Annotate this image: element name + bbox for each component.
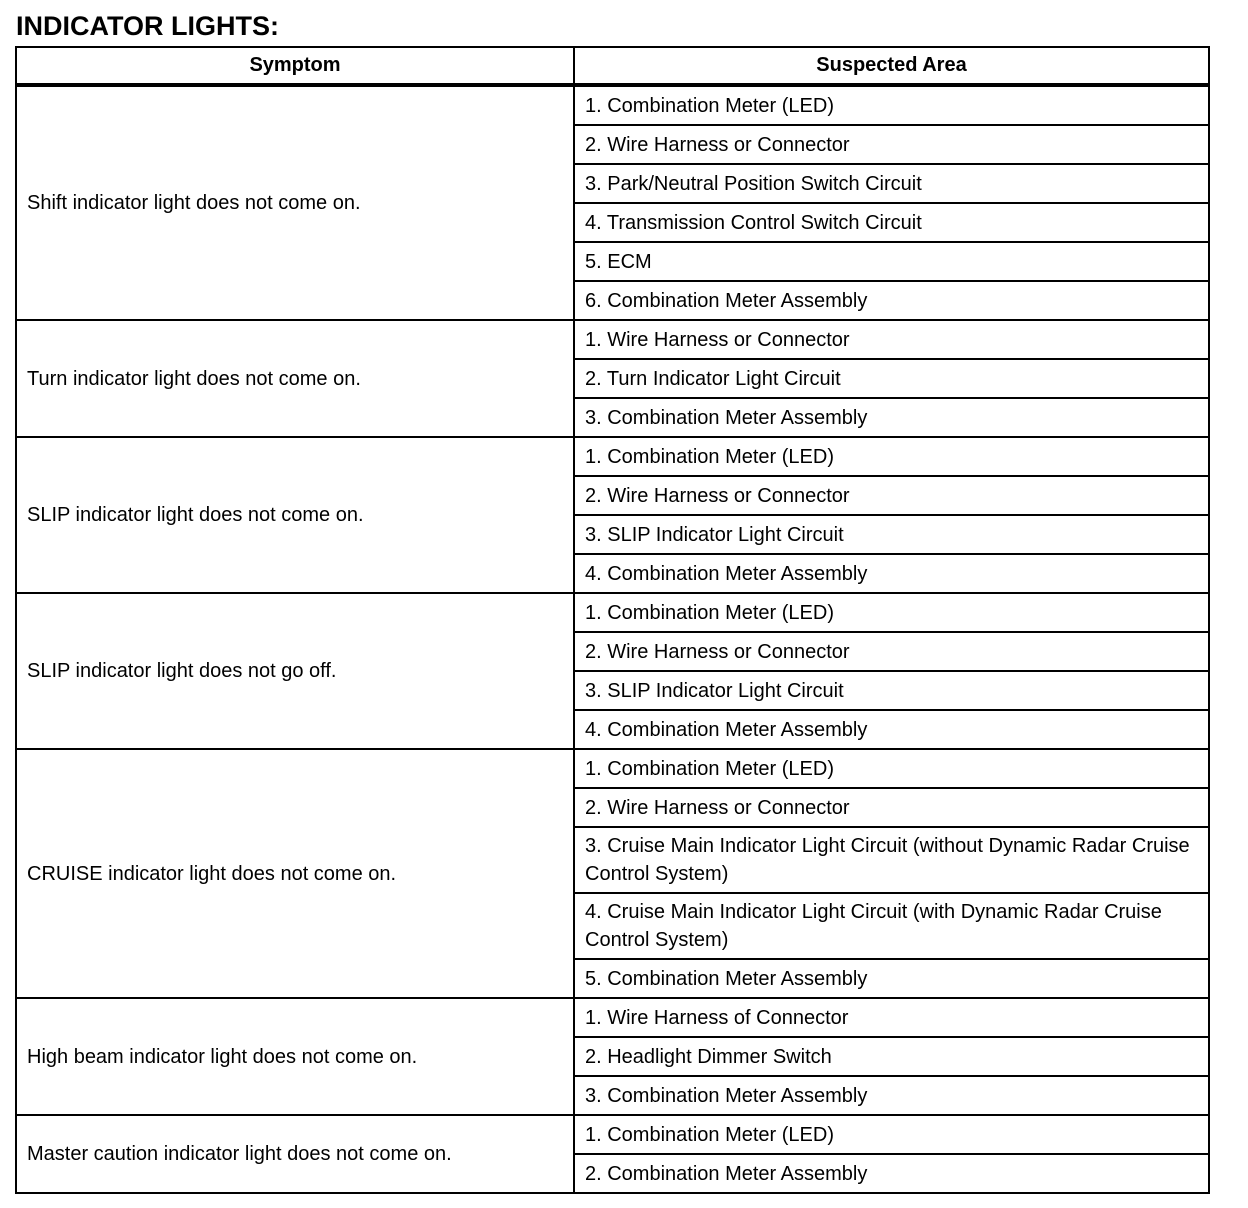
suspected-area-cell: 6. Combination Meter Assembly	[574, 281, 1209, 320]
suspected-area-cell: 4. Transmission Control Switch Circuit	[574, 203, 1209, 242]
suspected-area-cell: 2. Combination Meter Assembly	[574, 1154, 1209, 1193]
table-header	[16, 47, 1209, 85]
suspected-area-cell: 2. Headlight Dimmer Switch	[574, 1037, 1209, 1076]
suspected-area-cell: 4. Combination Meter Assembly	[574, 710, 1209, 749]
table-body	[16, 85, 1209, 1193]
table-row	[16, 85, 1209, 125]
suspected-area-cell: 4. Combination Meter Assembly	[574, 554, 1209, 593]
suspected-area-cell: 1. Combination Meter (LED)	[574, 1115, 1209, 1154]
table-row	[16, 437, 1209, 476]
suspected-area-cell: 2. Wire Harness or Connector	[574, 476, 1209, 515]
suspected-area-cell: 4. Cruise Main Indicator Light Circuit (with Dynamic Radar Cruise Control System)	[574, 893, 1209, 959]
suspected-area-cell: 1. Combination Meter (LED)	[574, 593, 1209, 632]
suspected-area-column-header: Suspected Area	[574, 47, 1209, 85]
suspected-area-cell: 3. SLIP Indicator Light Circuit	[574, 671, 1209, 710]
table-row	[16, 998, 1209, 1037]
symptom-cell: Master caution indicator light does not come on.	[16, 1115, 574, 1193]
table-row	[16, 593, 1209, 632]
suspected-area-cell: 1. Combination Meter (LED)	[574, 437, 1209, 476]
suspected-area-cell: 3. Combination Meter Assembly	[574, 1076, 1209, 1115]
table-row	[16, 749, 1209, 788]
suspected-area-cell: 3. Combination Meter Assembly	[574, 398, 1209, 437]
symptom-cell: Turn indicator light does not come on.	[16, 320, 574, 437]
suspected-area-cell: 3. SLIP Indicator Light Circuit	[574, 515, 1209, 554]
symptom-cell: CRUISE indicator light does not come on.	[16, 749, 574, 998]
suspected-area-cell: 1. Combination Meter (LED)	[574, 749, 1209, 788]
suspected-area-cell: 3. Cruise Main Indicator Light Circuit (without Dynamic Radar Cruise Control System)	[574, 827, 1209, 893]
header-row	[16, 47, 1209, 85]
suspected-area-cell: 1. Wire Harness or Connector	[574, 320, 1209, 359]
table-row	[16, 320, 1209, 359]
suspected-area-cell: 1. Combination Meter (LED)	[574, 85, 1209, 125]
suspected-area-cell: 2. Wire Harness or Connector	[574, 632, 1209, 671]
suspected-area-cell: 2. Wire Harness or Connector	[574, 788, 1209, 827]
symptom-cell: SLIP indicator light does not come on.	[16, 437, 574, 593]
page-title: INDICATOR LIGHTS:	[16, 11, 279, 41]
symptom-cell: Shift indicator light does not come on.	[16, 85, 574, 320]
symptom-cell: High beam indicator light does not come on.	[16, 998, 574, 1115]
suspected-area-cell: 3. Park/Neutral Position Switch Circuit	[574, 164, 1209, 203]
suspected-area-cell: 5. ECM	[574, 242, 1209, 281]
indicator-lights-table	[15, 46, 1210, 1194]
symptom-cell: SLIP indicator light does not go off.	[16, 593, 574, 749]
table-row	[16, 1115, 1209, 1154]
symptom-column-header: Symptom	[16, 47, 574, 85]
suspected-area-cell: 2. Wire Harness or Connector	[574, 125, 1209, 164]
suspected-area-cell: 1. Wire Harness of Connector	[574, 998, 1209, 1037]
suspected-area-cell: 2. Turn Indicator Light Circuit	[574, 359, 1209, 398]
suspected-area-cell: 5. Combination Meter Assembly	[574, 959, 1209, 998]
